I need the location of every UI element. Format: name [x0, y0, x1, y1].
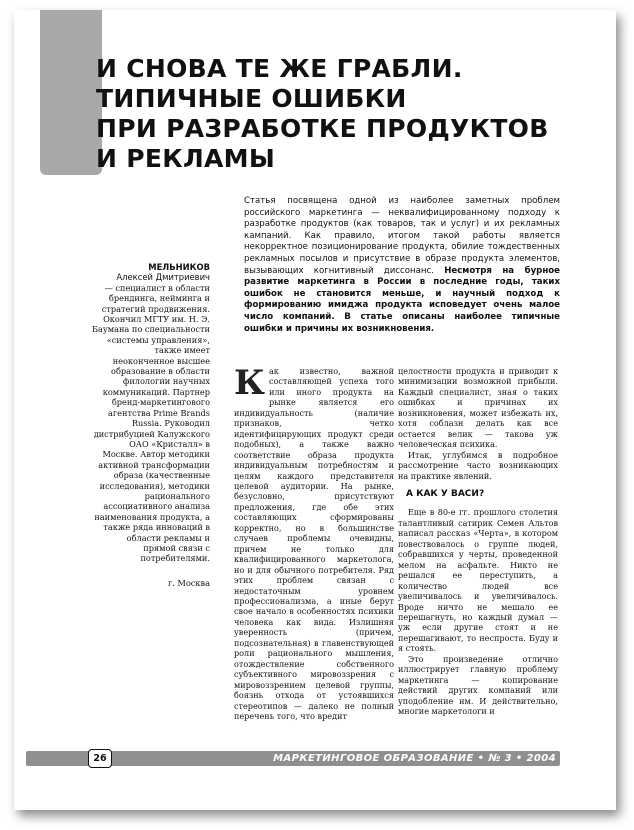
paragraph: Еще в 80-е гг. прошлого столетия талантливый сатирик Семен Альтов написал рассказ «Черта», в котором повествовалось о группе людей, собравшихся у черты, проведенной мелом на асфальте. Никто не решался ее переступить, а количество людей все увеличивалось и увеличивалось. Вроде ничто не мешало ее перешагнуть, но каждый думал — уж если другие стоят и не перешагивают, то неспроста. Буду и я стоять.	[398, 507, 558, 654]
paragraph	[234, 363, 394, 721]
journal-footer: МАРКЕТИНГОВОЕ ОБРАЗОВАНИЕ • № 3 • 2004	[273, 753, 556, 764]
title-line: И РЕКЛАМЫ	[96, 144, 276, 173]
abstract-text: Статья посвящена одной из наиболее заметных проблем российского маркетинга — неквалифицированному подходу к разработке продуктов (как товаров, так и услуг) и их рекламных кампаний. Как правило, итогом такой работы является некорректное позиционирование продукта, обилие тождественных рекламных посылов и присутствие в образе продукта элементов, вызывающих когнитивный диссонанс.	[244, 196, 560, 276]
body-column-1	[234, 363, 394, 721]
author-city: г. Москва	[167, 577, 210, 588]
paragraph: целостности продукта и приводит к минимизации возможной прибыли. Каждый специалист, зная о таких ошибках и причинах их возникновения, может избежать их, хотя соблазн делать как все остается велик — такова уж человеческая психика.	[398, 366, 558, 450]
article-title	[96, 54, 549, 174]
decorative-tab	[40, 10, 102, 175]
section-heading: А КАК У ВАСИ?	[406, 488, 485, 499]
paragraph: Это произведение отлично иллюстрирует главную проблему маркетинга — копирование действий других компаний или уподобление им. И действительно, многие маркетологи и	[398, 653, 558, 717]
author-bio: — специалист в области брендинга, нейминга и стратегий продвижения. Окончил МГТУ им. Н. Э. Баумана по специальности «системы управления», также имеет неоконченное высшее образование в области филологии научных коммуникаций. Партнер бренд-маркетингового агентства Prime Brands Russia. Руководил дистрибуцией Калужского ОАО «Кристалл» в Москве. Автор методики активной трансформации образа (качественные исследования), методики рационального ассоциативного анализа наименования продукта, а также ряда инноваций в области рекламы и прямой связи с потребителями.	[92, 282, 211, 564]
paragraph-text: ак известно, важной составляющей успеха того или иного продукта на рынке является его индивидуальность (наличие признаков, четко идентифицирующих продукт среди подобных), а также важно соответствие образа продукта индивидуальным потребностям и целям каждого представителя целевой аудитории. На рынке, безусловно, присутствуют предложения, где обе этих составляющих сформированы корректно, но в большинстве случаев проблемы очевидны, причем не только для квалифицированного маркетолога, но и для обычного потребителя. Ряд этих проблем связан с недостаточным уровнем профессионализма, а иные берут свое начало в особенностях психики человека как вида. Излишняя уверенность (причем, подсознательная) в главенствующей роли рационального мышления, отождествление собственного субъективного мировоззрения с мировоззрением целевой группы, боязнь отхода от устоявшихся стереотипов — далеко не полный перечень того, что вредит	[234, 366, 394, 721]
author-surname: МЕЛЬНИКОВ	[148, 262, 210, 272]
abstract-bold-text: Несмотря на бурное развитие маркетинга в России в последние годы, таких ошибок не становится меньше, и научный подход к формированию имиджа продукта исповедует очень малое число компаний. В статье описаны наиболее типичные ошибки и причины их возникновения.	[244, 265, 560, 334]
body-column-2	[398, 366, 558, 717]
paragraph: Итак, углубимся в подробное рассмотрение часто возникающих на практике явлений.	[398, 449, 558, 481]
author-block	[92, 262, 210, 588]
page-number: 26	[88, 749, 112, 768]
title-line: ТИПИЧНЫЕ ОШИБКИ	[96, 84, 407, 113]
drop-cap: К	[234, 363, 265, 403]
title-line: ПРИ РАЗРАБОТКЕ ПРОДУКТОВ	[96, 114, 549, 143]
title-line: И СНОВА ТЕ ЖЕ ГРАБЛИ.	[96, 54, 463, 83]
article-abstract	[244, 196, 560, 335]
author-first-name: Алексей Дмитриевич	[116, 272, 210, 283]
